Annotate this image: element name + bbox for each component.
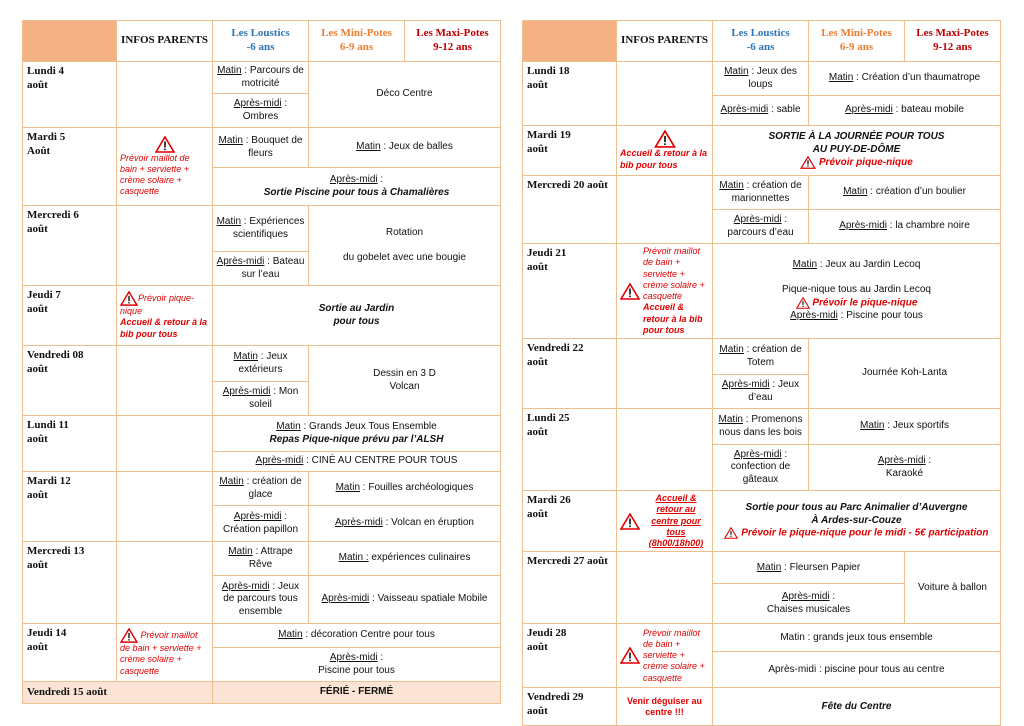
activity-cell: Matin : Jeux sportifs	[809, 409, 1001, 445]
activity-cell: Matin : création de marionnettes	[713, 176, 809, 210]
day-label: Jeudi 7 août	[23, 286, 117, 346]
activity-cell: Matin : création de glace	[213, 472, 309, 506]
activity-cell: Matin : Jeux extérieurs	[213, 346, 309, 382]
activity-cell: SORTIE À LA JOURNÉE POUR TOUS AU PUY-DE-DÔME Prévoir pique-nique	[713, 126, 1001, 176]
activity-cell: Après-midi : bateau mobile	[809, 96, 1001, 126]
activity-cell: Après-midi : confection de gâteaux	[713, 445, 809, 491]
activity-cell: Matin : décoration Centre pour tous	[213, 624, 501, 648]
header-loustics: Les Loustics -6 ans	[713, 21, 809, 62]
info-cell: Prévoir maillot de bain + serviette + crème solaire + casquette	[617, 624, 713, 688]
table-row	[523, 491, 1001, 552]
info-cell	[117, 416, 213, 472]
header-corner	[523, 21, 617, 62]
day-label: Mercredi 27 août	[523, 552, 617, 624]
table-row	[523, 339, 1001, 375]
activity-cell: Sortie pour tous au Parc Animalier d’Auvergne À Ardes-sur-Couze Prévoir le pique-nique pour le midi - 5€ participation	[713, 491, 1001, 552]
table-row	[23, 346, 501, 382]
info-cell: Prévoir pique-nique Accueil & retour à la bib pour tous	[117, 286, 213, 346]
activity-cell: Matin : Fouilles archéologiques	[309, 472, 501, 506]
activity-cell: Matin : création de Totem	[713, 339, 809, 375]
activity-cell: Fête du Centre	[713, 688, 1001, 726]
header-row	[523, 21, 1001, 62]
table-row	[523, 244, 1001, 339]
table-row	[23, 416, 501, 452]
activity-cell: Matin : Promenons nous dans les bois	[713, 409, 809, 445]
day-label: Lundi 25 août	[523, 409, 617, 491]
header-maxi-potes: Les Maxi-Potes 9-12 ans	[905, 21, 1001, 62]
activity-cell: Après-midi : Chaises musicales	[713, 584, 905, 624]
ferie-cell: FÉRIÉ - FERMÉ	[213, 682, 501, 704]
table-row	[523, 409, 1001, 445]
warning-icon	[654, 130, 676, 148]
day-label: Mardi 12 août	[23, 472, 117, 542]
warning-icon	[800, 156, 816, 169]
info-cell	[117, 346, 213, 416]
day-label: Jeudi 28 août	[523, 624, 617, 688]
activity-cell: Matin : expériences culinaires	[309, 542, 501, 576]
activity-cell: Matin : Parcours de motricité	[213, 62, 309, 94]
activity-cell: Matin : Grands Jeux Tous Ensemble Repas Pique-nique prévu par l’ALSH	[213, 416, 501, 452]
info-cell: Accueil & retour à la bib pour tous	[617, 126, 713, 176]
activity-cell: Après-midi : sable	[713, 96, 809, 126]
activity-cell: Rotation du gobelet avec une bougie	[309, 206, 501, 286]
info-cell	[617, 339, 713, 409]
table-row	[523, 126, 1001, 176]
table-row	[23, 206, 501, 252]
activity-cell: Après-midi : Création papillon	[213, 506, 309, 542]
info-cell	[617, 409, 713, 491]
activity-cell: Après-midi : Karaoké	[809, 445, 1001, 491]
activity-cell: Dessin en 3 D Volcan	[309, 346, 501, 416]
day-label: Mercredi 6 août	[23, 206, 117, 286]
header-row	[23, 21, 501, 62]
day-label: Lundi 11 août	[23, 416, 117, 472]
header-infos-parents: INFOS PARENTS	[117, 21, 213, 62]
activity-cell: Après-midi : CINÉ AU CENTRE POUR TOUS	[213, 452, 501, 472]
activity-cell: Après-midi : Jeux de parcours tous ensemble	[213, 576, 309, 624]
activity-cell: Déco Centre	[309, 62, 501, 128]
activity-cell: Matin : Jeux de balles	[309, 128, 501, 168]
day-label: Mercredi 13 août	[23, 542, 117, 624]
day-label: Vendredi 22 août	[523, 339, 617, 409]
activity-cell: Après-midi : la chambre noire	[809, 210, 1001, 244]
info-cell	[617, 62, 713, 126]
activity-cell: Après-midi : Jeux d’eau	[713, 375, 809, 409]
activity-cell: Matin : Attrape Rêve	[213, 542, 309, 576]
warning-icon	[155, 136, 175, 153]
day-label: Vendredi 08 août	[23, 346, 117, 416]
activity-cell: Après-midi : Mon soleil	[213, 382, 309, 416]
info-cell: Prévoir maillot de bain + serviette + crème solaire + casquette	[117, 624, 213, 682]
day-label: Lundi 18 août	[523, 62, 617, 126]
planning-table-right	[522, 20, 1001, 726]
warning-icon	[620, 647, 640, 664]
day-label: Mardi 26 août	[523, 491, 617, 552]
day-label: Mardi 5 Août	[23, 128, 117, 206]
table-row	[523, 624, 1001, 652]
activity-cell: Matin : Expériences scientifiques	[213, 206, 309, 252]
table-row	[23, 62, 501, 94]
info-cell	[117, 472, 213, 542]
activity-cell: Après-midi : piscine pour tous au centre	[713, 652, 1001, 688]
activity-cell: Matin : création d’un boulier	[809, 176, 1001, 210]
header-loustics: Les Loustics -6 ans	[213, 21, 309, 62]
activity-cell: Journée Koh-Lanta	[809, 339, 1001, 409]
info-cell	[117, 542, 213, 624]
activity-cell: Voiture à ballon	[905, 552, 1001, 624]
day-label: Vendredi 15 août	[23, 682, 213, 704]
activity-cell: Matin : Bouquet de fleurs	[213, 128, 309, 168]
info-cell	[617, 176, 713, 244]
activity-cell: Après-midi : Bateau sur l’eau	[213, 252, 309, 286]
table-row	[23, 286, 501, 346]
header-mini-potes: Les Mini-Potes 6-9 ans	[309, 21, 405, 62]
warning-icon	[620, 513, 640, 530]
table-row	[523, 62, 1001, 96]
activity-cell: Matin : Création d’un thaumatrope	[809, 62, 1001, 96]
day-label: Jeudi 21 août	[523, 244, 617, 339]
table-row	[523, 688, 1001, 726]
day-label: Mardi 19 août	[523, 126, 617, 176]
table-row	[523, 552, 1001, 584]
warning-icon	[724, 527, 738, 539]
activity-cell: Après-midi : Piscine pour tous	[213, 648, 501, 682]
info-cell: Prévoir maillot de bain + serviette + crème solaire + casquette	[117, 128, 213, 206]
table-row	[23, 682, 501, 704]
info-cell: Venir déguiser au centre !!!	[617, 688, 713, 726]
activity-cell: Sortie au Jardin pour tous	[213, 286, 501, 346]
warning-icon	[620, 283, 640, 300]
activity-cell: Après-midi : Sortie Piscine pour tous à Chamalières	[213, 168, 501, 206]
day-label: Jeudi 14 août	[23, 624, 117, 682]
activity-cell: Après-midi : Vaisseau spatiale Mobile	[309, 576, 501, 624]
warning-icon	[120, 628, 138, 643]
info-cell	[117, 62, 213, 128]
table-row	[23, 472, 501, 506]
info-cell	[117, 206, 213, 286]
table-row	[23, 128, 501, 168]
activity-cell: Après-midi : Ombres	[213, 94, 309, 128]
day-label: Mercredi 20 août	[523, 176, 617, 244]
warning-icon	[120, 291, 138, 306]
table-row	[23, 624, 501, 648]
warning-icon	[796, 297, 810, 309]
activity-cell: Après-midi : Volcan en éruption	[309, 506, 501, 542]
info-cell: Prévoir maillot de bain + serviette + crème solaire + casquette Accueil & retour à la bib pour tous	[617, 244, 713, 339]
header-maxi-potes: Les Maxi-Potes 9-12 ans	[405, 21, 501, 62]
header-infos-parents: INFOS PARENTS	[617, 21, 713, 62]
info-cell	[617, 552, 713, 624]
activity-cell: Matin : Jeux des loups	[713, 62, 809, 96]
header-mini-potes: Les Mini-Potes 6-9 ans	[809, 21, 905, 62]
activity-cell: Après-midi : parcours d’eau	[713, 210, 809, 244]
activity-cell: Matin : Jeux au Jardin Lecoq Pique-nique tous au Jardin Lecoq Prévoir le pique-nique Après-midi : Piscine pour tous	[713, 244, 1001, 339]
info-cell: Accueil & retour au centre pour tous (8h00/18h00)	[617, 491, 713, 552]
header-corner	[23, 21, 117, 62]
activity-cell: Matin : grands jeux tous ensemble	[713, 624, 1001, 652]
planning-table-left	[22, 20, 501, 704]
day-label: Vendredi 29 août	[523, 688, 617, 726]
activity-cell: Matin : Fleursen Papier	[713, 552, 905, 584]
table-row	[23, 542, 501, 576]
day-label: Lundi 4 août	[23, 62, 117, 128]
table-row	[523, 176, 1001, 210]
